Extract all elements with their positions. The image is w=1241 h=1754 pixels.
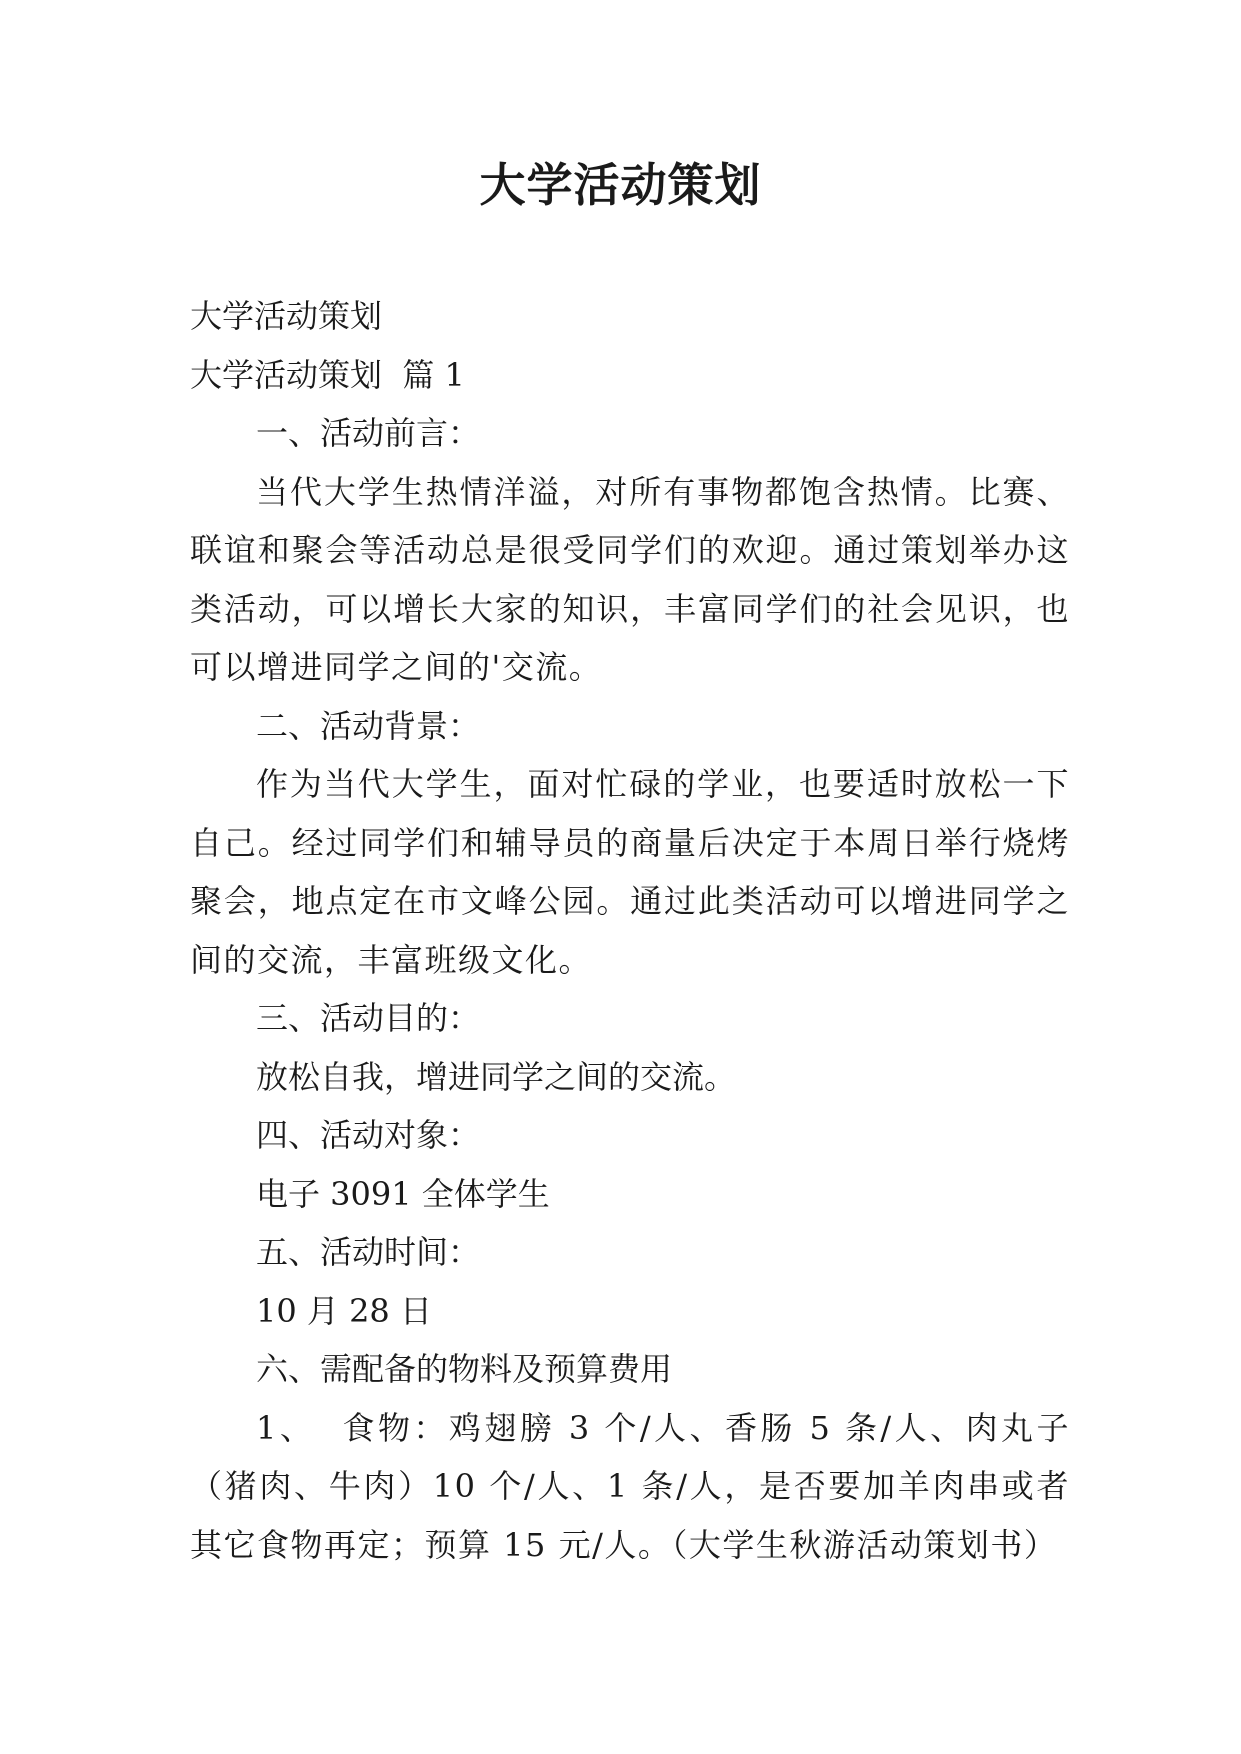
section-heading-preface: 一、活动前言： xyxy=(256,414,481,452)
section-body-background: 作为当代大学生，面对忙碌的学业，也要适时放松一下自己。经过同学们和辅导员的商量后决定于本周日举行烧烤聚会，地点定在市文峰公园。通过此类活动可以增进同学之间的交流，丰富班级文化。 xyxy=(190,765,1070,979)
document-body xyxy=(190,287,1070,1574)
section-body-preface: 当代大学生热情洋溢，对所有事物都饱含热情。比赛、联谊和聚会等活动总是很受同学们的欢迎。通过策划举办这类活动，可以增长大家的知识，丰富同学们的社会见识，也可以增进同学之间的'交流。 xyxy=(190,472,1070,686)
part-heading: 大学活动策划 篇 1 xyxy=(190,355,465,394)
section-body-audience: 电子 3091 全体学生 xyxy=(256,1174,550,1213)
document-subtitle: 大学活动策划 xyxy=(190,297,383,335)
section-body-time: 10 月 28 日 xyxy=(256,1291,432,1330)
materials-item-food: 1、 食物：鸡翅膀 3 个/人、香肠 5 条/人、肉丸子（猪肉、牛肉）10 个/人、1 条/人，是否要加羊肉串或者其它食物再定；预算 15 元/人。（大学生秋游活动策划书） xyxy=(190,1408,1070,1564)
section-heading-materials: 六、需配备的物料及预算费用 xyxy=(256,1350,673,1388)
section-heading-time: 五、活动时间： xyxy=(256,1233,481,1271)
section-heading-background: 二、活动背景： xyxy=(256,706,481,745)
document-title: 大学活动策划 xyxy=(479,158,762,212)
section-body-purpose: 放松自我，增进同学之间的交流。 xyxy=(256,1057,737,1096)
section-heading-purpose: 三、活动目的： xyxy=(256,999,481,1037)
section-heading-audience: 四、活动对象： xyxy=(256,1116,481,1154)
